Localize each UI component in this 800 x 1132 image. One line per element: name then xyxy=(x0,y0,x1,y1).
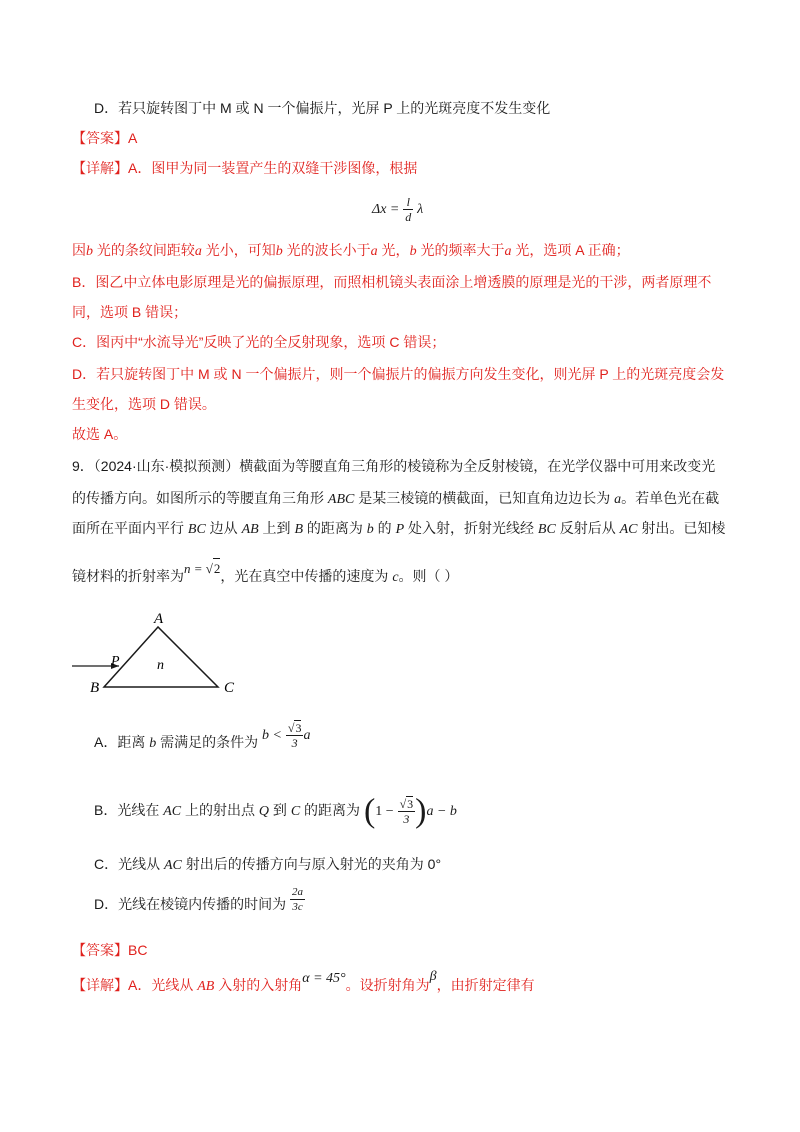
answer-value: A xyxy=(128,130,138,146)
option-b xyxy=(94,790,457,832)
t: 光的条纹间距较 xyxy=(93,242,195,258)
var: Q xyxy=(258,804,270,819)
t: 到 xyxy=(269,802,291,818)
detail-label: 【详解】 xyxy=(72,160,128,176)
t: ，由折射定律有 xyxy=(436,977,535,993)
var: ABC xyxy=(327,492,355,507)
sqrt-arg: 3 xyxy=(407,797,414,812)
option-c xyxy=(94,854,441,876)
t: 上的射出点 xyxy=(181,802,259,818)
label-p: P xyxy=(111,654,120,669)
n-lhs: n = xyxy=(184,561,206,576)
formula-den: d xyxy=(405,209,412,224)
option-d xyxy=(94,884,305,924)
answer-label: 【答案】 xyxy=(72,942,128,958)
prev-detail-line6: D．若只旋转图丁中 M 或 N 一个偏振片，则一个偏振片的偏振方向发生变化，则光屏 P 上的光斑亮度会发 xyxy=(72,366,725,382)
var: b xyxy=(149,736,157,751)
t: 射出。已知棱 xyxy=(637,520,726,536)
answer-label: 【答案】 xyxy=(72,130,128,146)
prev-detail-line5: C．图丙中“水流导光”反映了光的全反射现象，选项 C 错误； xyxy=(72,334,446,350)
prev-conclusion: 故选 A。 xyxy=(72,426,128,442)
var: AC xyxy=(163,804,182,819)
var-b: b xyxy=(275,244,283,259)
den: 3c xyxy=(292,900,303,913)
t: 射出后的传播方向与原入射光的夹角为 0° xyxy=(181,856,442,872)
t: 面所在平面内平行 xyxy=(72,520,188,536)
t: 光的波长小于 xyxy=(282,242,371,258)
var: AB xyxy=(241,522,259,537)
num: √3 xyxy=(399,797,414,812)
var: BC xyxy=(187,522,206,537)
q9-stem-line2 xyxy=(72,488,719,510)
formula-n: n = √2 xyxy=(184,561,220,576)
q9-answer xyxy=(72,940,147,960)
t: D．光线在棱镜内传播的时间为 xyxy=(94,896,287,912)
t: 。设折射角为 xyxy=(345,977,430,993)
var: P xyxy=(395,522,405,537)
t: 的距离为 xyxy=(303,520,367,536)
t: A．距离 xyxy=(94,734,150,750)
t: 边从 xyxy=(205,520,242,536)
paren: ( xyxy=(363,792,376,830)
t: 光，选项 A 正确； xyxy=(511,242,630,258)
var-a: a xyxy=(504,244,512,259)
t: 处入射，折射光线经 xyxy=(404,520,538,536)
formula-fringe-spacing xyxy=(372,188,423,230)
prev-detail-line1 xyxy=(72,158,417,178)
var: AB xyxy=(197,979,215,994)
sqrt-arg: 3 xyxy=(295,721,302,736)
t: 。则（ ） xyxy=(398,568,459,584)
t: B．光线在 xyxy=(94,802,164,818)
t: 是某三棱镜的横截面，已知直角边边长为 xyxy=(354,490,615,506)
t: 光小，可知 xyxy=(201,242,276,258)
prev-detail-line3: B．图乙中立体电影原理是光的偏振原理，而照相机镜头表面涂上增透膜的原理是光的干涉，两者原理不 xyxy=(72,274,712,290)
label-b: B xyxy=(90,680,100,696)
prism-triangle xyxy=(104,627,218,687)
detail-text: A．图甲为同一装置产生的双缝干涉图像，根据 xyxy=(128,160,418,176)
var-a: a xyxy=(370,244,378,259)
var: c xyxy=(392,570,399,585)
t: ，光在真空中传播的速度为 xyxy=(220,568,393,584)
t: 的传播方向。如图所示的等腰直角三角形 xyxy=(72,490,328,506)
question-source: （2024·山东·模拟预测） xyxy=(93,458,240,474)
t: 。若单色光在截 xyxy=(621,490,720,506)
stem-text: 横截面为等腰直角三角形的棱镜称为全反射棱镜，在光学仪器中可用来改变光 xyxy=(239,458,716,474)
q9-detail-line1 xyxy=(72,969,535,1000)
prev-detail-line4: 同，选项 B 错误； xyxy=(72,304,188,320)
prev-detail-line2 xyxy=(72,240,630,262)
detail-label: 【详解】 xyxy=(72,977,128,993)
var-b: b xyxy=(409,244,417,259)
num: 2a xyxy=(292,885,304,898)
q9-stem-line1 xyxy=(72,456,715,476)
question-number: 9． xyxy=(72,458,94,474)
label-c: C xyxy=(224,680,235,696)
var: AC xyxy=(619,522,638,537)
den: 3 xyxy=(403,812,410,827)
t: 需满足的条件为 xyxy=(156,734,259,750)
num: √3 xyxy=(287,721,302,736)
lhs: b < xyxy=(262,728,282,743)
frac xyxy=(286,720,304,750)
t: 光的频率大于 xyxy=(416,242,505,258)
t: 入射的入射角 xyxy=(214,977,303,993)
var-b: b xyxy=(86,244,93,259)
beta-symbol: β xyxy=(429,969,437,984)
formula-fraction xyxy=(403,195,413,224)
var: AC xyxy=(164,858,182,873)
t: 的 xyxy=(373,520,396,536)
t: 上到 xyxy=(258,520,295,536)
var: a xyxy=(614,492,622,507)
t: 的距离为 xyxy=(300,802,361,818)
den: 3 xyxy=(291,736,298,751)
t: 因 xyxy=(72,242,86,258)
t: C．光线从 xyxy=(94,856,164,872)
var: B xyxy=(294,522,304,537)
var: C xyxy=(290,804,301,819)
prev-option-d: D．若只旋转图丁中 M 或 N 一个偏振片，光屏 P 上的光斑亮度不发生变化 xyxy=(94,100,551,116)
frac xyxy=(290,885,305,914)
frac xyxy=(398,796,416,826)
formula-num: l xyxy=(403,195,413,210)
rhs: a xyxy=(303,728,311,743)
t: 镜材料的折射率为 xyxy=(72,568,184,584)
rhs: a − b xyxy=(426,804,457,819)
answer-value: BC xyxy=(128,942,148,958)
q9-stem-line4 xyxy=(72,561,459,588)
t: 反射后从 xyxy=(555,520,620,536)
one: 1 − xyxy=(375,804,394,819)
prev-answer xyxy=(72,128,137,148)
label-a: A xyxy=(154,611,164,627)
formula-lhs: Δx = xyxy=(372,202,400,217)
t: A．光线从 xyxy=(128,977,198,993)
prev-detail-line7: 生变化，选项 D 错误。 xyxy=(72,396,216,412)
label-n: n xyxy=(157,658,164,673)
formula-b xyxy=(363,792,457,830)
formula-a xyxy=(262,721,311,751)
var: b xyxy=(366,522,374,537)
var-a: a xyxy=(194,244,202,259)
t: 光， xyxy=(377,242,410,258)
sqrt-arg: 2 xyxy=(213,558,221,579)
q9-stem-line3 xyxy=(72,518,725,540)
paren: ) xyxy=(415,792,427,830)
formula-rhs: λ xyxy=(417,202,424,217)
prism-diagram xyxy=(70,605,250,700)
option-a xyxy=(94,722,310,764)
var: BC xyxy=(537,522,556,537)
alpha-formula: α = 45° xyxy=(302,971,346,986)
